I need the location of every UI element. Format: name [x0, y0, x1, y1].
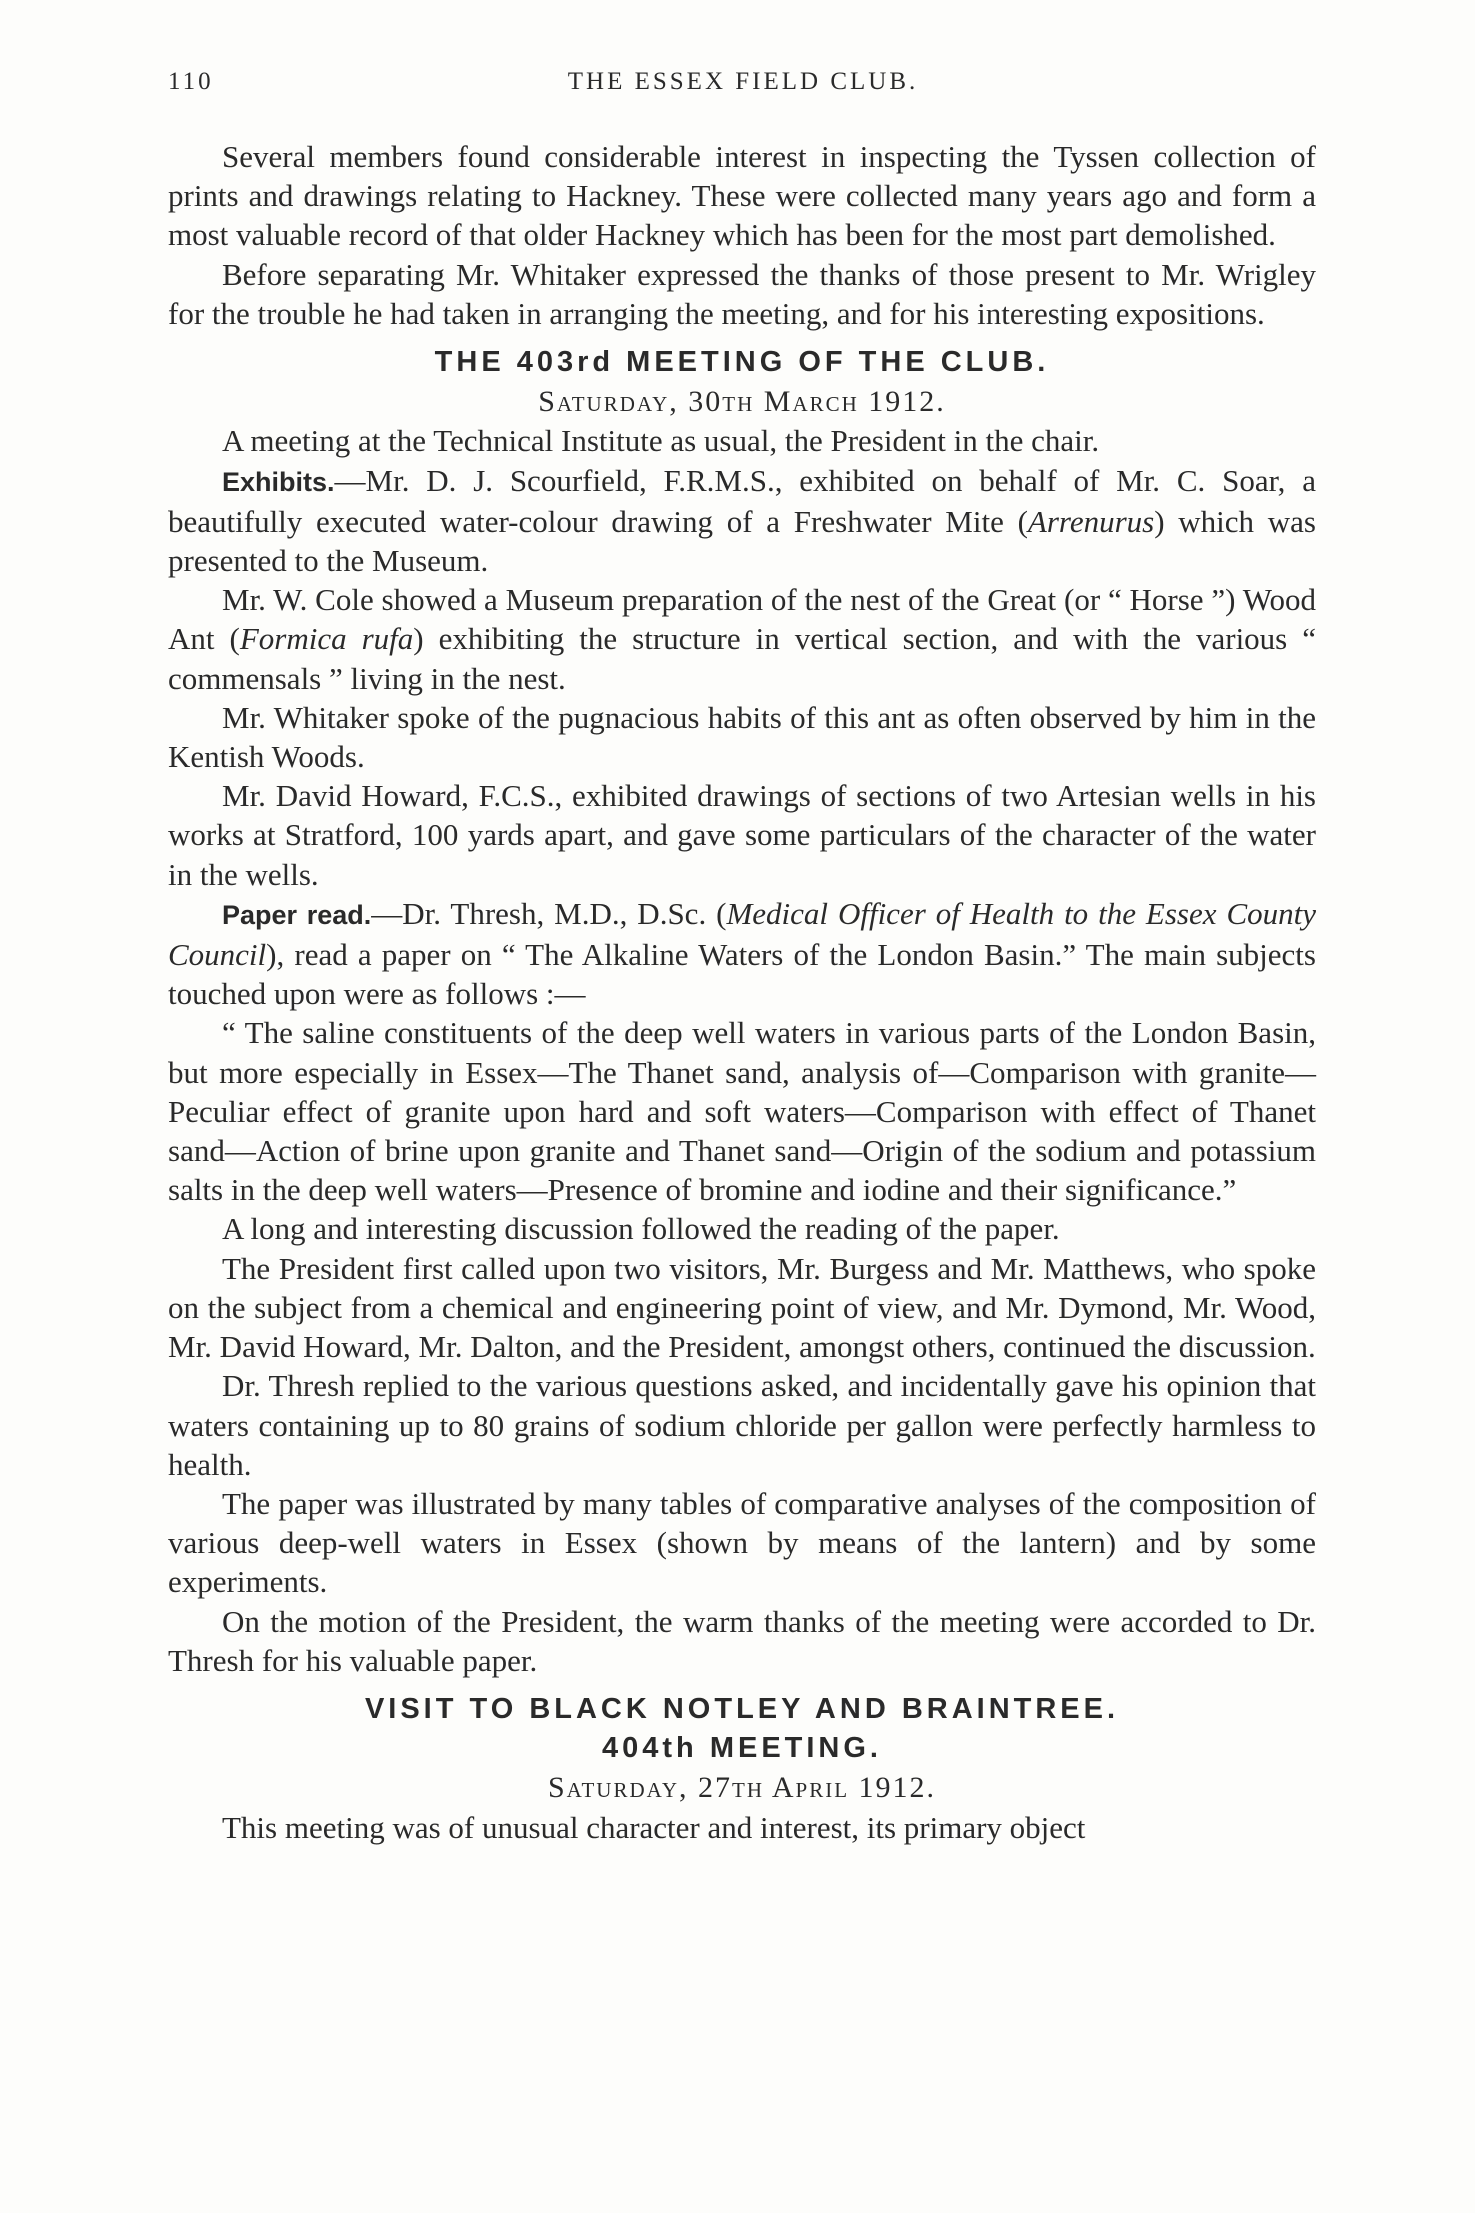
paper-read-text-1: —Dr. Thresh, M.D., D.Sc. ( [371, 895, 727, 931]
paragraph-tyssen-collection: Several members found considerable interest in inspecting the Tyssen collection of prints and drawings relating to Hackney. These were collected many years ago and form a most valuable record of that older Hackney which has been for the most part demolished. [168, 139, 1316, 253]
wood-ant-italic-formica: Formica rufa [239, 621, 414, 657]
paragraph-meeting-technical-institute: A meeting at the Technical Institute as usual, the President in the chair. [222, 423, 1100, 459]
paragraph-paper-read [168, 894, 1316, 1014]
exhibits-italic-arrenurus: Arrenurus [1027, 503, 1155, 539]
paragraph-exhibits [168, 461, 1316, 581]
date-404th-meeting: Saturday, 27th April 1912. [547, 1771, 937, 1805]
heading-404th-meeting: 404th MEETING. [602, 1732, 882, 1765]
paper-read-italic-officer: Medical Officer of Health to the Essex County Council [168, 895, 1316, 973]
running-head [168, 68, 1318, 108]
exhibits-text-2: ) which was presented to the Museum. [168, 503, 1316, 579]
page-number: 110 [168, 68, 214, 95]
exhibits-text-1: —Mr. D. J. Scourfield, F.R.M.S., exhibited on behalf of Mr. C. Soar, a beautifully executed water-colour drawing of a Freshwater Mite ( [168, 462, 1316, 539]
paragraph-discussion: A long and interesting discussion followed the reading of the paper. [222, 1211, 1060, 1247]
body-text [168, 137, 1316, 1847]
exhibits-lead: Exhibits. [222, 466, 335, 497]
paragraph-unusual-meeting: This meeting was of unusual character and interest, its primary object [222, 1809, 1086, 1845]
heading-403rd-meeting: THE 403rd MEETING OF THE CLUB. [434, 346, 1050, 379]
paragraph-artesian-wells: Mr. David Howard, F.C.S., exhibited drawings of sections of two Artesian wells in his works at Stratford, 100 yards apart, and gave some particulars of the character of the water in the wells. [168, 778, 1316, 892]
date-403rd-meeting: Saturday, 30th March 1912. [538, 385, 946, 419]
running-title: THE ESSEX FIELD CLUB. [567, 68, 919, 95]
paragraph-pugnacious-habits: Mr. Whitaker spoke of the pugnacious habits of this ant as often observed by him in the Kentish Woods. [168, 699, 1316, 775]
paragraph-saline-constituents: “ The saline constituents of the deep well waters in various parts of the London Basin, but more especially in Essex—The Thanet sand, analysis of—Comparison with granite—Peculiar effect of granite upon hard and soft waters—Comparison with effect of Thanet sand—Action of brine upon granite and Thanet sand—Origin of the sodium and potassium salts in the deep well waters—Presence of bromine and iodine and their significance.” [168, 1015, 1316, 1208]
paper-read-text-2: ), read a paper on “ The Alkaline Waters of the London Basin.” The main subjects touched upon were as follows :— [168, 937, 1316, 1012]
wood-ant-text-2: ) exhibiting the structure in vertical section, and with the various “ commensals ” living in the nest. [168, 621, 1316, 696]
heading-visit-black-notley: VISIT TO BLACK NOTLEY AND BRAINTREE. [364, 1692, 1120, 1725]
paper-read-lead: Paper read. [222, 899, 372, 930]
paragraph-warm-thanks: On the motion of the President, the warm thanks of the meeting were accorded to Dr. Thresh for his valuable paper. [168, 1603, 1316, 1678]
paragraph-wood-ant-nest [168, 580, 1316, 698]
paragraph-president-visitors: The President first called upon two visitors, Mr. Burgess and Mr. Matthews, who spoke on the subject from a chemical and engineering point of view, and Mr. Dymond, Mr. Wood, Mr. David Howard, Mr. Dalton, and the President, amongst others, continued the discussion. [168, 1250, 1316, 1365]
paragraph-thanks-wrigley: Before separating Mr. Whitaker expressed the thanks of those present to Mr. Wrigley for the trouble he had taken in arranging the meeting, and for his interesting expositions. [168, 256, 1316, 331]
wood-ant-text-1: Mr. W. Cole showed a Museum preparation of the nest of the Great (or “ Horse ”) Wood Ant ( [168, 582, 1316, 657]
paragraph-tables-analyses: The paper was illustrated by many tables of comparative analyses of the composition of various deep-well waters in Essex (shown by means of the lantern) and by some experiments. [168, 1485, 1316, 1600]
paragraph-thresh-replied: Dr. Thresh replied to the various questions asked, and incidentally gave his opinion that waters containing up to 80 grains of sodium chloride per gallon were perfectly harmless to health. [168, 1368, 1316, 1482]
